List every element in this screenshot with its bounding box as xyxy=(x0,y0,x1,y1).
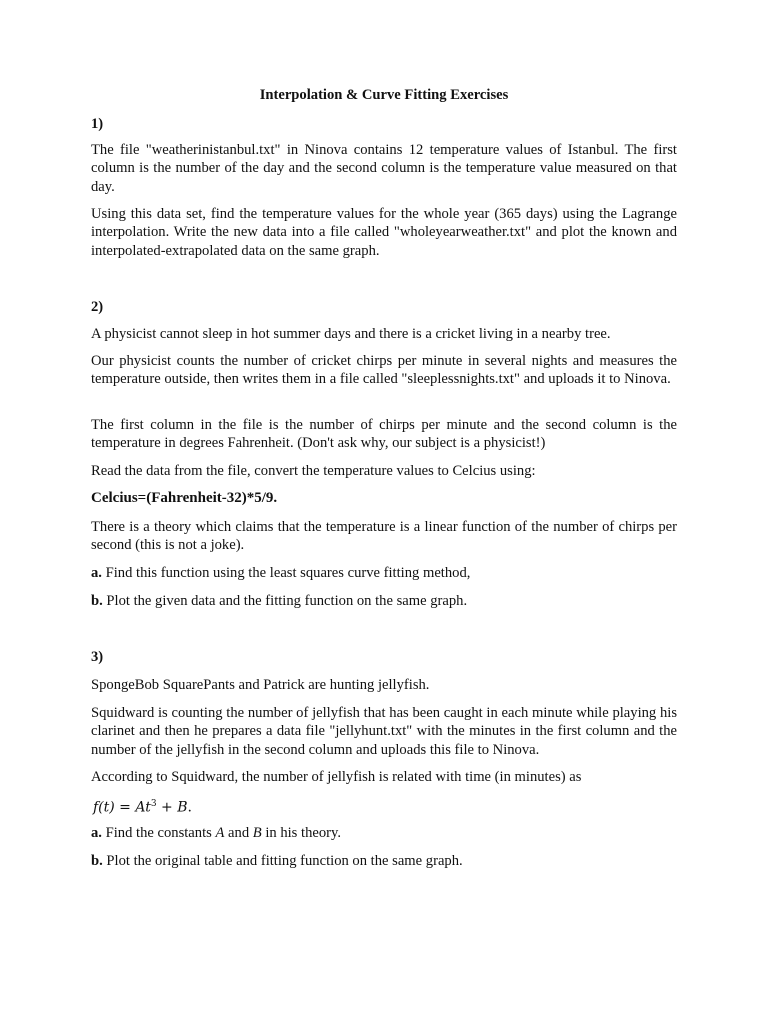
q3-item-a xyxy=(91,824,677,842)
q3-item-a-label: a. xyxy=(91,825,102,841)
question-1-number: 1) xyxy=(91,116,104,132)
q2-item-a-text: Find this function using the least squares curve fitting method, xyxy=(101,565,471,581)
q3-item-a-pre: Find the constants xyxy=(101,825,216,841)
q2-paragraph-1: A physicist cannot sleep in hot summer days and there is a cricket living in a nearby tree. xyxy=(91,326,611,342)
q2-item-a xyxy=(91,564,677,582)
q3-item-a-post: in his theory. xyxy=(261,825,341,841)
q3-item-a-mid: and xyxy=(224,825,253,841)
question-2-number: 2) xyxy=(91,299,104,315)
eq-plus: + xyxy=(156,799,178,816)
q2-paragraph-2: Our physicist counts the number of cricket chirps per minute in several nights and measures the temperature outside, then writes them in a file called "sleeplessnights.txt" and uploads it to Ninova. xyxy=(91,353,677,388)
q3-item-b-label: b. xyxy=(91,853,103,869)
jellyfish-equation xyxy=(93,795,192,817)
q2-item-b-text: Plot the given data and the fitting function on the same graph. xyxy=(102,593,468,609)
q2-item-b-label: b. xyxy=(91,593,103,609)
document-title: Interpolation & Curve Fitting Exercises xyxy=(259,87,509,103)
eq-lhs: f(t) xyxy=(93,799,115,816)
q3-paragraph-1: SpongeBob SquarePants and Patrick are hunting jellyfish. xyxy=(91,677,430,693)
celcius-formula: Celcius=(Fahrenheit-32)*5/9. xyxy=(91,490,278,506)
q1-paragraph-1: The file "weatherinistanbul.txt" in Ninova contains 12 temperature values of Istanbul. The first column is the number of the day and the second column is the temperature value measured on that day. xyxy=(91,142,677,195)
q3-paragraph-2: Squidward is counting the number of jellyfish that has been caught in each minute while playing his clarinet and then he prepares a data file "jellyhunt.txt" with the minutes in the first column and the number of the jellyfish in the second column and uploads this file to Ninova. xyxy=(91,705,677,758)
q2-item-a-label: a. xyxy=(91,565,102,581)
q3-item-b-text: Plot the original table and fitting function on the same graph. xyxy=(102,853,463,869)
q2-paragraph-4: Read the data from the file, convert the temperature values to Celcius using: xyxy=(91,463,536,479)
q2-paragraph-3: The first column in the file is the number of chirps per minute and the second column is the temperature in degrees Fahrenheit. (Don't ask why, our subject is a physicist!) xyxy=(91,417,677,452)
eq-end: . xyxy=(187,799,192,816)
q3-paragraph-3: According to Squidward, the number of jellyfish is related with time (in minutes) as xyxy=(91,769,582,785)
eq-term-a: At xyxy=(135,799,151,816)
question-3-number: 3) xyxy=(91,649,104,665)
eq-term-b: B xyxy=(177,799,188,816)
eq-exponent: 3 xyxy=(150,799,157,809)
q3-item-a-const-a: A xyxy=(215,825,225,841)
q1-paragraph-2: Using this data set, find the temperature values for the whole year (365 days) using the Lagrange interpolation. Write the new data into a file called "wholeyearweather.txt" and plot the known and interpolated-extrapolated data on the same graph. xyxy=(91,206,677,259)
q3-item-b xyxy=(91,852,677,870)
q2-paragraph-5: There is a theory which claims that the temperature is a linear function of the number of chirps per second (this is not a joke). xyxy=(91,519,677,554)
eq-equals: = xyxy=(114,799,136,816)
q3-item-a-const-b: B xyxy=(252,825,262,841)
q2-item-b xyxy=(91,592,677,610)
